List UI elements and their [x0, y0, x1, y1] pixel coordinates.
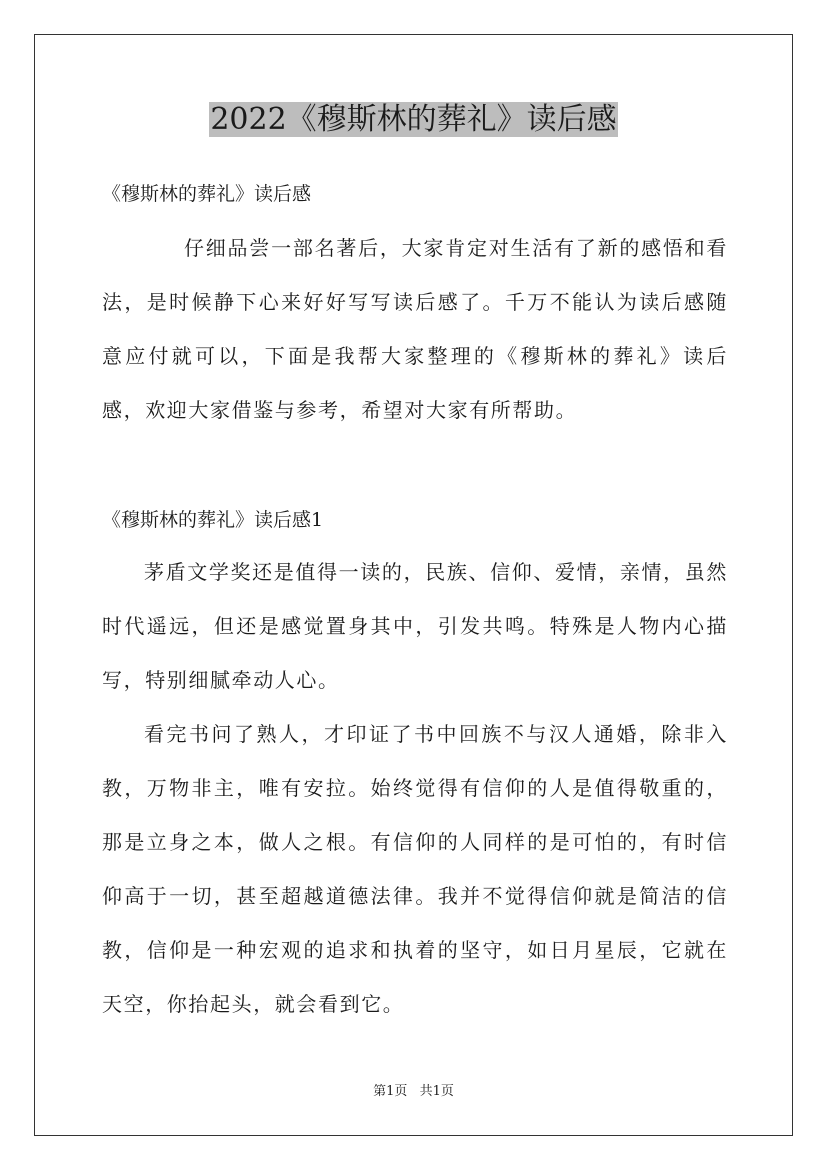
document-title	[0, 98, 827, 142]
section-1-paragraph-2: 看完书问了熟人，才印证了书中回族不与汉人通婚，除非入教，万物非主，唯有安拉。始终觉得有信仰的人是值得敬重的，那是立身之本，做人之根。有信仰的人同样的是可怕的，有时信仰高于一切，甚至超越道德法律。我并不觉得信仰就是简洁的信教，信仰是一种宏观的追求和执着的坚守，如日月星辰，它就在天空，你抬起头，就会看到它。	[102, 722, 728, 1016]
intro-paragraph: 仔细品尝一部名著后，大家肯定对生活有了新的感悟和看法，是时候静下心来好好写写读后感了。千万不能认为读后感随意应付就可以，下面是我帮大家整理的《穆斯林的葬礼》读后感，欢迎大家借鉴与参考，希望对大家有所帮助。	[102, 236, 728, 422]
section-1-heading: 《穆斯林的葬礼》读后感1	[102, 509, 324, 531]
document-subtitle: 《穆斯林的葬礼》读后感	[102, 183, 312, 205]
page-footer	[0, 1082, 827, 1102]
section-1-paragraph-1: 茅盾文学奖还是值得一读的，民族、信仰、爱情，亲情，虽然时代遥远，但还是感觉置身其中，引发共鸣。特殊是人物内心描写，特别细腻牵动人心。	[102, 560, 728, 692]
document-title-text: 2022《穆斯林的葬礼》读后感	[210, 102, 617, 137]
page-number: 第1页	[373, 1084, 408, 1099]
page-total: 共1页	[419, 1084, 454, 1099]
